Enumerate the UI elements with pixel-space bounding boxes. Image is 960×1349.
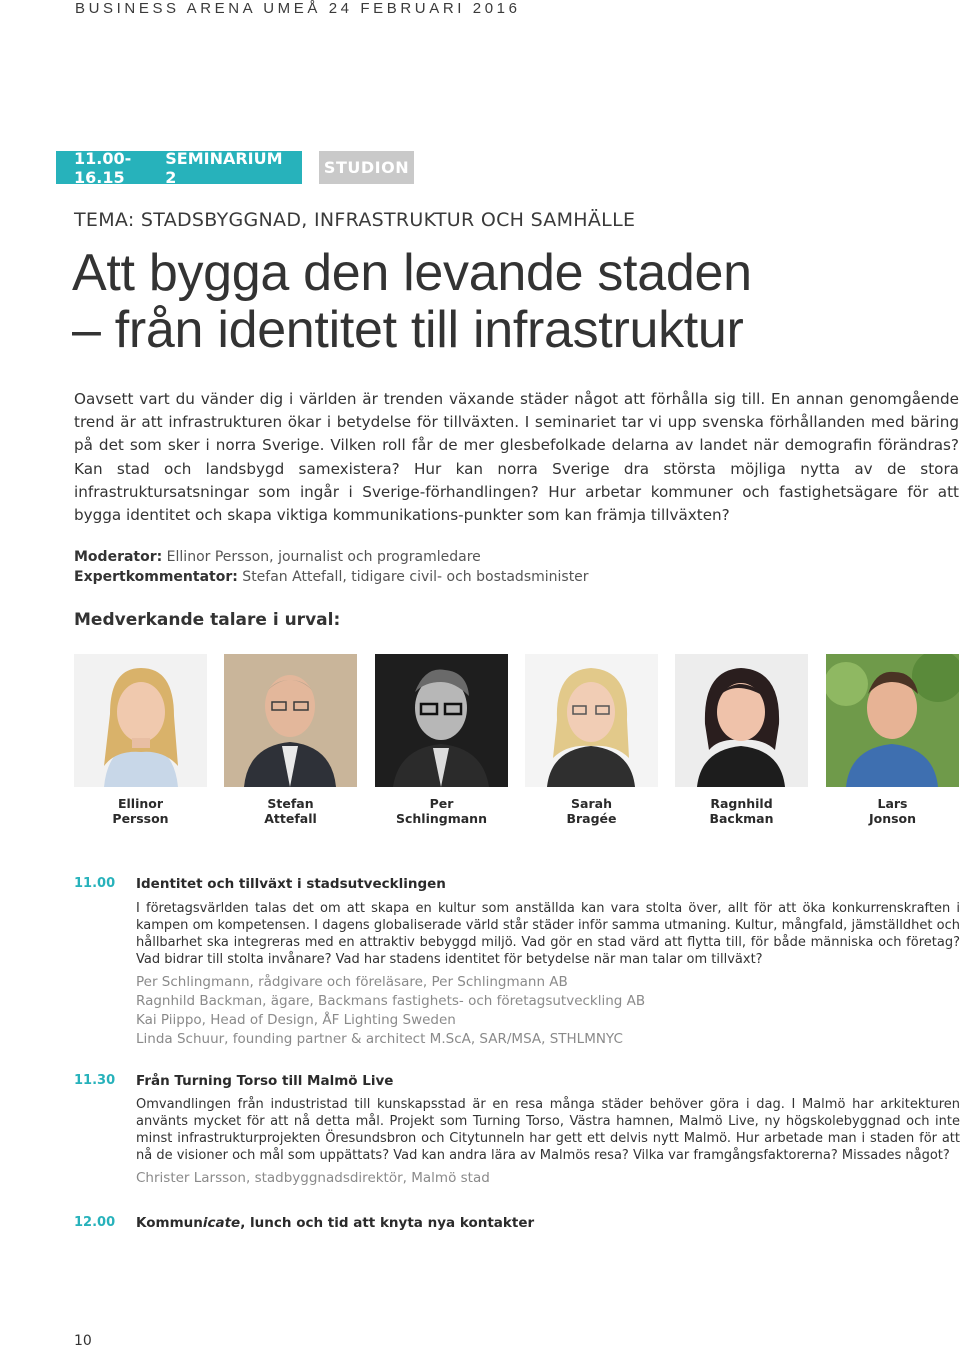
speaker-card (375, 654, 508, 826)
title-line-1: Att bygga den levande staden (72, 244, 752, 302)
intro-text: Oavsett vart du vänder dig i världen är trenden växande städer något att förhålla sig till. En annan genomgående trend är att infrastrukturen ökar i betydelse för tillväxten. I seminariet tar vi upp svenska förhållanden med bäring på det som sker i norra Sverige. Vilken roll får de mer glesbefolkade delarna av landet när demografin förändras? Kan stad och landsbygd samexistera? Hur kan norra Sverige dra största möjliga nytta av de stora infrastruktursatsningar som ingår i Sverige-förhandlingen? Hur arbetar kommuner och fastighetsägare för att bygga identitet och skapa viktiga kommunikations-punkter som kan främja tillväxten? (74, 390, 959, 525)
speaker-portrait (224, 654, 357, 787)
agenda-speaker: Christer Larsson, stadbyggnadsdirektör, Malmö stad (136, 1170, 490, 1186)
agenda-time: 11.00 (74, 876, 116, 891)
speaker-card (525, 654, 658, 826)
speaker-name: Stefan Attefall (264, 796, 317, 826)
expert-value: Stefan Attefall, tidigare civil- och bostadsminister (237, 568, 589, 585)
moderator-value: Ellinor Persson, journalist och programledare (162, 549, 481, 565)
agenda-title: Från Turning Torso till Malmö Live (136, 1073, 394, 1089)
agenda-title: Kommunicate, lunch och tid att knyta nya kontakter (136, 1215, 535, 1231)
page-number: 10 (74, 1333, 92, 1349)
agenda-body: Omvandlingen från industristad till kunskapsstad är en resa många städer behöver göra i dag. I Malmö har arkitekturen använts mycket för att nå detta mål. Projekt som Turning Torso, Västra hamnen, Malmö Live, ny högskolebyggnad och inte minst infrastrukturprojekten Öresundsbron och Citytunneln har gett ett delvis nytt Malmö. Hur arbetade man i staden för att nå de visioner och mål som uppättats? Vad kan andra lära av Malmös resa? Vilka var framgångsfaktorerna? Missades något? (136, 1097, 960, 1163)
session-bar (56, 148, 414, 187)
speaker-name: Ellinor Persson (112, 796, 169, 826)
speakers-heading: Medverkande talare i urval: (74, 610, 341, 630)
speaker-portrait (826, 654, 959, 787)
session-time: 11.00-16.15 (74, 148, 132, 187)
speaker-portrait (375, 654, 508, 787)
agenda-time: 12.00 (74, 1215, 116, 1230)
title-line-2: – från identitet till infrastruktur (72, 301, 744, 359)
speaker-card (224, 654, 357, 826)
agenda-speakers (136, 1169, 960, 1188)
agenda-title: Identitet och tillväxt i stadsutvecklingen (136, 876, 446, 892)
expert-line (74, 568, 589, 588)
agenda-speaker: Ragnhild Backman, ägare, Backmans fastighets- och företagsutveckling AB (136, 993, 646, 1009)
expert-label: Expertkommentator: (74, 568, 238, 585)
theme-heading: TEMA: STADSBYGGNAD, INFRASTRUKTUR OCH SAMHÄLLE (74, 209, 636, 231)
speaker-portrait (525, 654, 658, 787)
moderator-label: Moderator: (74, 549, 163, 565)
moderator-line (74, 548, 589, 568)
speaker-name: Per Schlingmann (396, 796, 487, 826)
roles (74, 548, 589, 587)
agenda-speaker: Kai Piippo, Head of Design, ÅF Lighting Sweden (136, 1012, 456, 1028)
speaker-gallery (74, 654, 960, 834)
speaker-name: Sarah Bragée (566, 796, 617, 826)
session-name: SEMINARIUM 2 (165, 148, 283, 187)
speaker-card (74, 654, 207, 826)
agenda-time: 11.30 (74, 1073, 116, 1088)
event-header: BUSINESS ARENA UMEÅ 24 FEBRUARI 2016 (75, 0, 521, 17)
speaker-card (675, 654, 808, 826)
session-label (56, 148, 302, 187)
agenda-speaker: Linda Schuur, founding partner & architect M.ScA, SAR/MSA, STHLMNYC (136, 1031, 623, 1047)
speaker-portrait (74, 654, 207, 787)
agenda-body: I företagsvärlden talas det om att skapa en kultur som anställda kan vara stolta över, allt för att öka konkurrenskraften i kampen om kompetensen. I dagens globaliserade värld står städer inför samma utmaning. Kultur, mångfald, jämställdhet och hållbarhet ska integreras med en attraktiv bebyggd miljö. Vad gör en stad värd att flytta till, för både människa och företag? Vad bidrar till stolta invånare? Vad har stadens identitet för betydelse när man talar om tillväxt? (136, 901, 960, 967)
agenda-speakers (136, 973, 960, 1049)
agenda-speaker: Per Schlingmann, rådgivare och föreläsare, Per Schlingmann AB (136, 974, 568, 990)
speaker-name: Lars Jonson (868, 796, 917, 826)
speaker-portrait (675, 654, 808, 787)
speaker-name: Ragnhild Backman (709, 796, 774, 826)
speaker-card (826, 654, 959, 826)
session-venue: STUDION (319, 151, 414, 184)
page-title (72, 245, 752, 359)
